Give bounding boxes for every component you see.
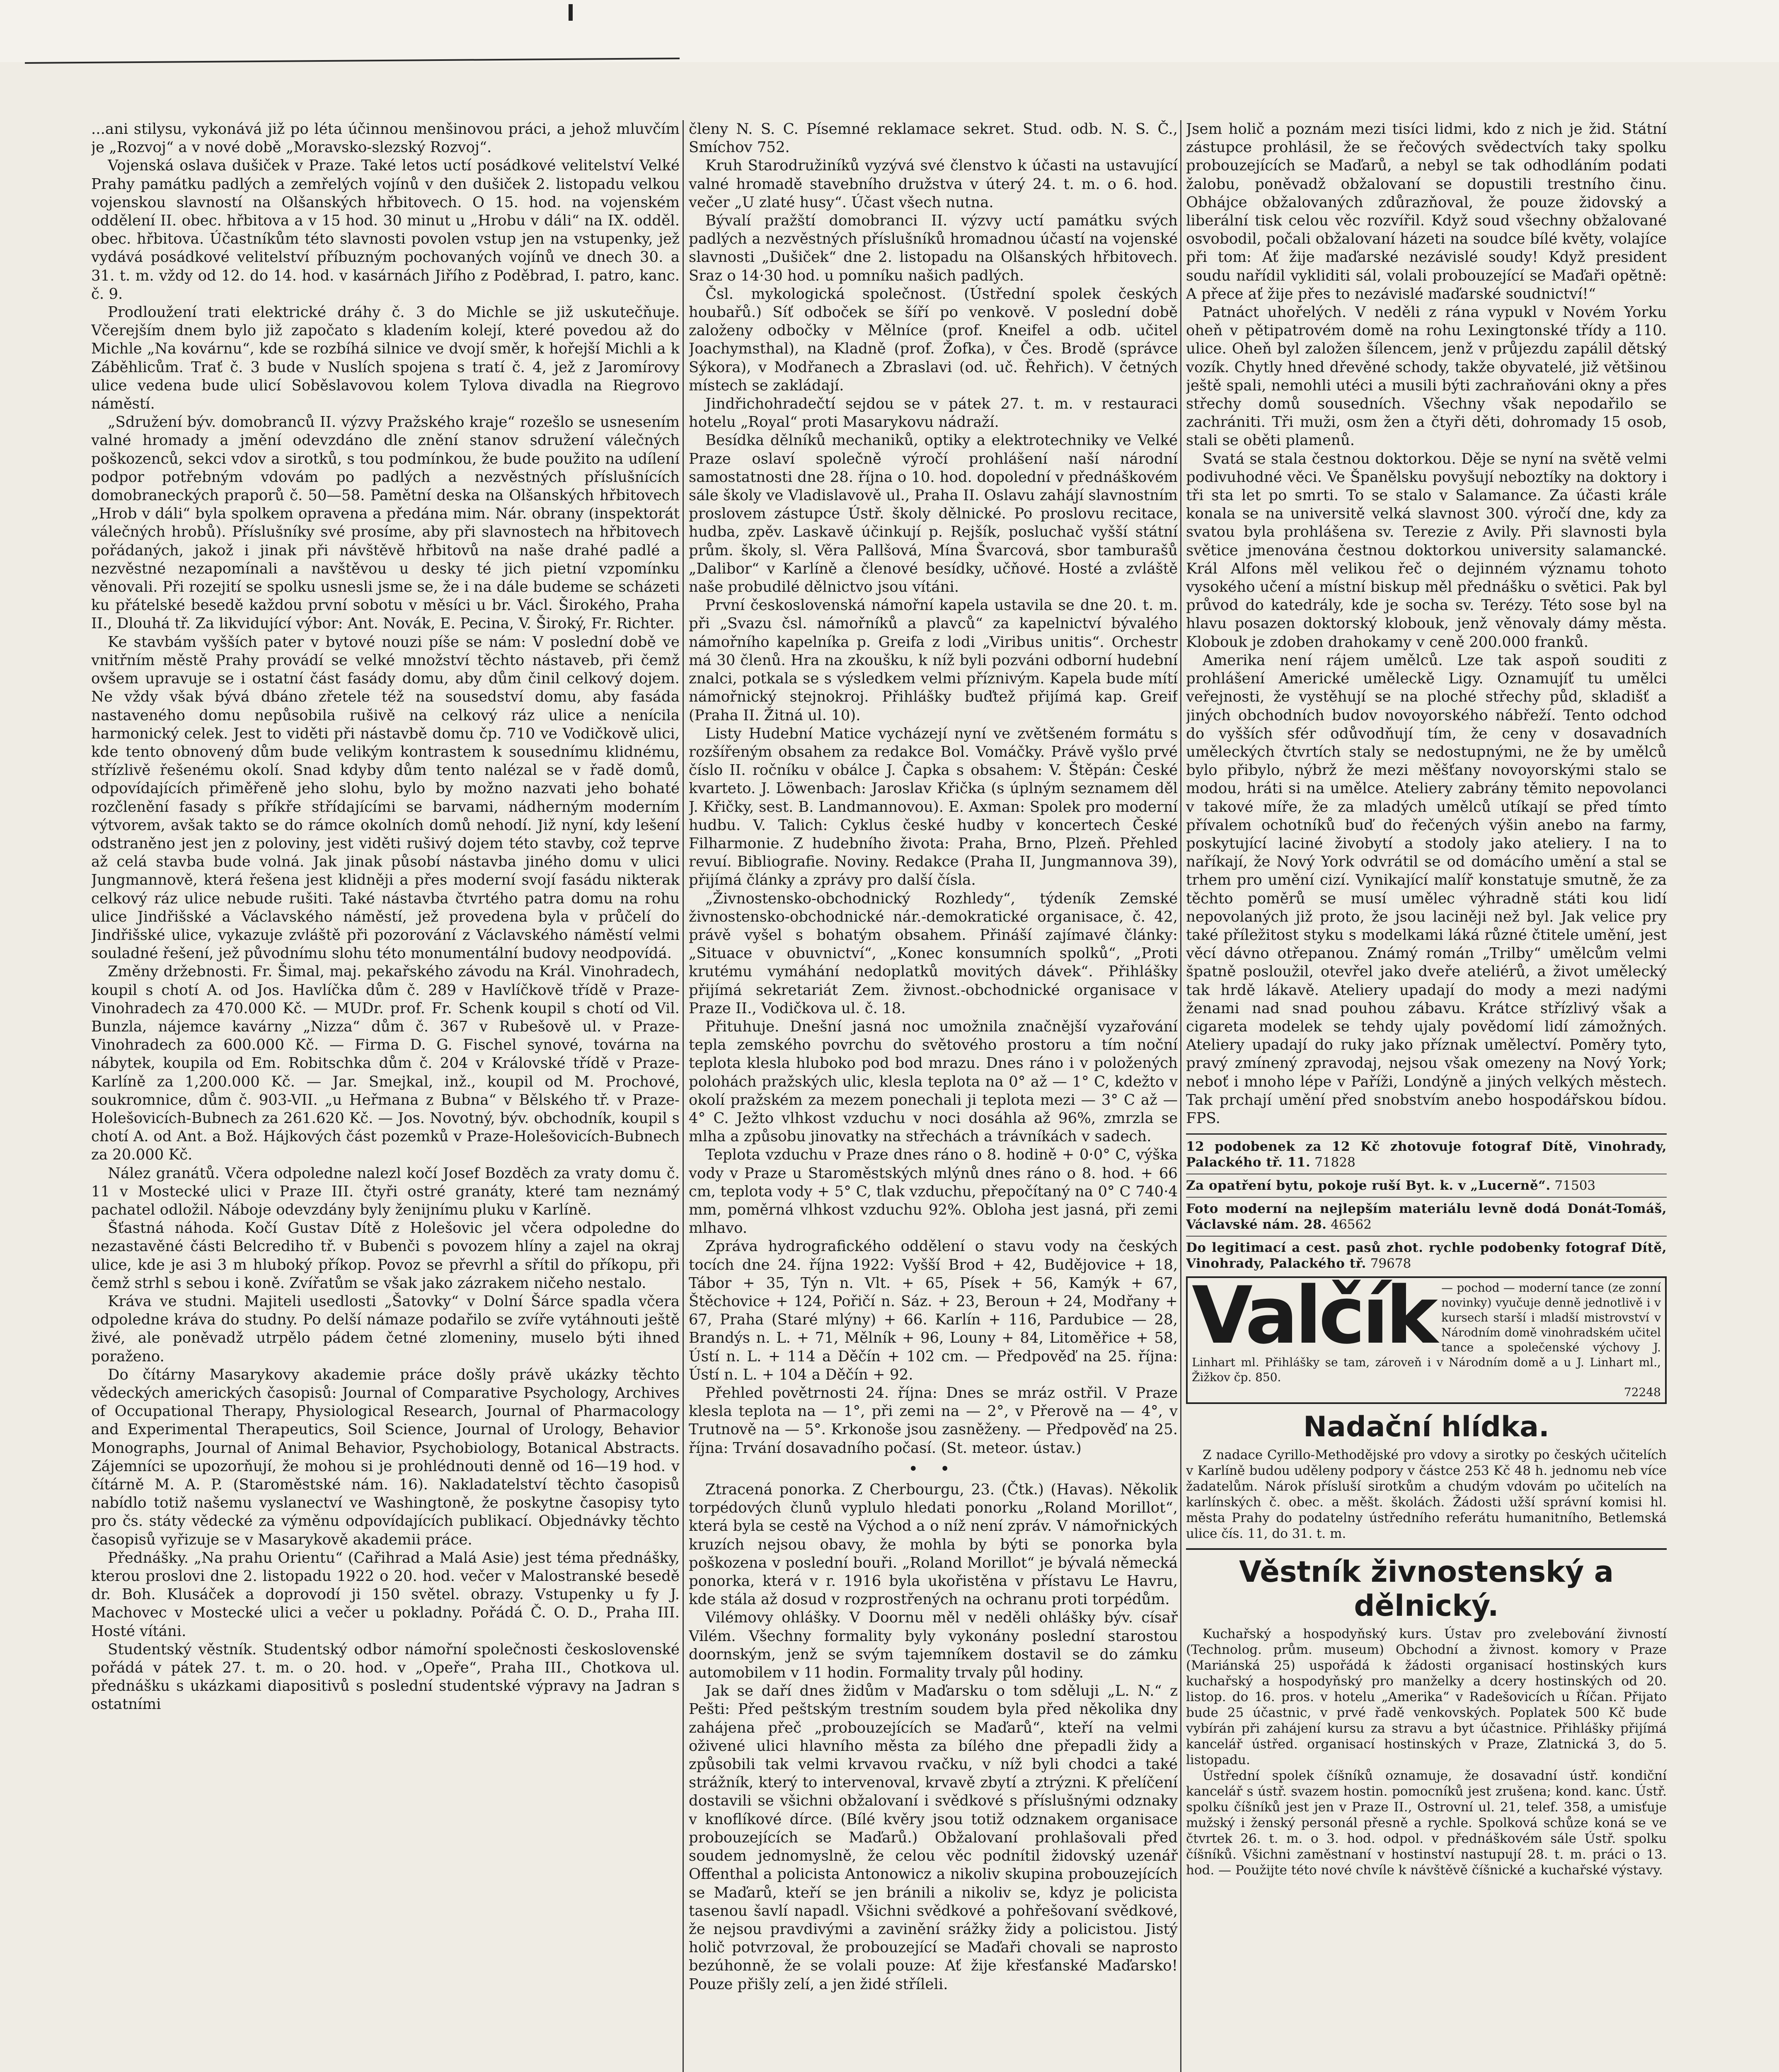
article-madarsko-continued: Jsem holič a poznám mezi tisíci lidmi, kdo z nich je žid. Státní zástupce prohlásil, že se řečových svědectvích taky spolku probouzejících se Maďarů, a nebyl se tak odhodláním podati žalobu, poněvadž obžalovaní se dopustili trestního činu. Obhájce obžalovaných zdůrazňoval, že pouze židovský a liberální tisk celou věc rozvířil. Když soud všechny obžalované osvobodil, počali obžalovaní házeti na soudce bílé květy, volajíce při tom: Ať žije maďarské nezávislé soudy! Když president soudu nařídil vykliditi sál, volali probouzející se Maďaři opětně: A přece ať žije přes to nezávislé maďarské soudnictví!“ [1186, 121, 1667, 303]
nadacni-hlidka-heading: Nadační hlídka. [1303, 1411, 1549, 1444]
ad-valcik-box [1186, 1270, 1667, 1404]
article-nalez-granatu: Nález granátů. Včera odpoledne nalezl kočí Josef Bozděch za vraty domu č. 11 v Mostecké ulici v Praze III. čtyři ostré granáty, které tam neznámý pachatel odložil. Náboje odevzdány byly ženijnímu pluku v Karlíně. [91, 1164, 680, 1218]
article-namorni-kapela: První československá námořní kapela ustavila se dne 20. t. m. při „Svazu čsl. námořníků a plavců“ za kapelnictví bývalého námořního kapelníka p. Greifa z lodi „Viribus unitis“. Orchestr má 30 členů. Hra na zkoušku, k níž byli pozváni odborní hudební znalci, potkala se s výsledkem velmi příznivým. Kapela bude mítí námořnický stejnokroj. Přihlášky buďtež přijímá kap. Greif (Praha II. Žitná ul. 10). [689, 597, 1178, 724]
article-citarna-akademie: Do čítárny Masarykovy akademie práce došly právě ukázky těchto vědeckých amerických časopisů: Journal of Comparative Psychology, Archives of Occupational Therapy, Physiological Research, Journal of Pharmacology and Experimental Therapeutics, Soil Science, Journal of Urology, Behavior Monographs, Journal of Animal Behavior, Psychobiology, Botanical Abstracts. Zájemníci se upozorňují, že mohou si je prohlédnouti denně od 16—19 hod. v čítárně M. A. P. (Staroměstské nám. 16). Nakladatelství těchto časopisů nabídlo totiž našemu vyslanectví ve Washingtoně, že poskytne časopisy tyto pro čs. státy vědecké za výměnu odpovídajících publikací. Objednávky těchto časopisů vyřizuje se v Masarykově akademii práce. [91, 1366, 680, 1548]
article-teplota-vzduchu: Teplota vzduchu v Praze dnes ráno o 8. hodině + 0·0° C, výška vody v Praze u Staroměstských mlýnů dnes ráno o 8. hod. + 66 cm, teplota vody + 5° C, tlak vzduchu, přepočítaný na 0° C 740·4 mm, poměrná vlhkost vzduchu 92%. Obloha jest jasná, při zemi mlhavo. [689, 1146, 1178, 1237]
article-hydrograficka-zprava: Zpráva hydrografického oddělení o stavu vody na českých tocích dne 24. října 1922: Vyšší Brod + 42, Budějovice + 18, Tábor + 35, Týn n. Vlt. + 65, Písek + 56, Kamýk + 67, Štěchovice + 124, Pořičí n. Sáz. + 23, Beroun + 24, Modřany + 67, Praha (Staré mlýny) + 66. Karlín + 116, Pardubice — 28, Brandýs n. L. + 71, Mělník + 96, Louny + 84, Litoměřice + 58, Ústí n. L. + 114 a Děčín + 102 cm. — Předpověď na 25. října: Ústí n. L. + 104 a Děčín + 92. [689, 1238, 1178, 1383]
article-zivnostenske-rozhledy: „Živnostensko-obchodnický Rozhledy“, týdeník Zemské živnostensko-obchodnické nár.-demokratické organisace, č. 42, právě vyšel s bohatým obsahem. Přináší zajímavé články: „Situace v obuvnictví“, „Konec konsumních spolků“, „Proti krutému vymáhání nedoplatků movitých dávek“. Přihlášky přijímá sekretariát Zem. živnost.-obchodnické organisace v Praze II., Vodičkova ul. č. 18. [689, 890, 1178, 1017]
article-stastna-nahoda: Šťastná náhoda. Kočí Gustav Dítě z Holešovic jel včera odpoledne do nezastavěné části Belcrediho tř. v Bubenči s povozem hlíny a zajel na okraj ulice, kde je asi 3 m hluboký příkop. Povoz se převrhl a sřítil do příkopu, při čemž strhl s sebou i koně. Zvířatům se však jako zázrakem ničeho nestalo. [91, 1220, 680, 1292]
article-besidka-delniku: Besídka dělníků mechaniků, optiky a elektrotechniky ve Velké Praze oslaví společně výročí prohlášení naší národní samostatnosti dne 28. října o 10. hod. dopolední v přednáškovém sále školy ve Vladislavově ul., Praha II. Oslavu zahájí slavnostním proslovem zástupce Ústř. školy dělnické. Po proslovu recitace, hudba, zpěv. Laskavě účinkují p. Rejšík, posluchač vyšší státní prům. školy, sl. Věra Pallšová, Mína Švarcová, sbor tamburašů „Dalibor“ v Karlíně a členové besídky, učňové. Hosté a zvláště naše probudilé dělnictvo jsou vítáni. [689, 432, 1178, 596]
column-3 [1186, 120, 1667, 2072]
article-amerika-umelci: Amerika není rájem umělců. Lze tak aspoň souditi z prohlášení Americké uměleckě Ligy. Oznamujíť tu umělci veřejnosti, že vystěhují se na ploché střechy půd, skladišť a jiných obchodních budov novoyorského nábřeží. Tento odchod do vyšších sfér odůvodňují tím, že ceny v dosavadních uměleckých čtvrtích staly se nedostupnými, ne že by umělců bylo přibylo, nýbrž že mezi měšťany novoyorskými stalo se modou, hráti si na umělce. Ateliery zabrány těmito nepovolanci v takové míře, že za mladých umělců utíkají se před tímto přívalem ochotníků buď do řečených výšin anebo na farmy, poskytující laciné živobytí a stodoly jako ateliery. I na to naříkají, že Nový York odvrátil se od domácího umění a stal se trhem pro umění cizí. Vynikající malíř konstatuje smutně, že za těchto poměrů se musí umělec výhradně státi kou lidí nepovolaných již proto, že jsou laciněji než byl. Jak velice pry také příležitost styku s modelkami láká různé čtitele umění, jest věcí dávno otřepanou. Známý román „Trilby“ umělcům velmi špatně posloužil, otevřel jako dveře ateliérů, a život umělecký tak hrdě lákavě. Ateliery upadají do mody a mezi nadými ženami nad snad pouhou zábavu. Krátce střízlivý však a cigareta modelek se tehdy ujaly povědomí lidí zámožných. Ateliery upadají do ruky jako příznak umělectví. Poměry tyto, pravý zmínený zpravodaj, nejsou však omezeny na Nový York; neboť i mnoho lépe v Paříži, Londýně a jiných velkých městech. Tak prchají umění před snobstvím anebo hospodářskou bídou. FPS. [1186, 651, 1667, 1127]
article-vojenska-oslava: Vojenská oslava dušiček v Praze. Také letos uctí posádkové velitelství Velké Prahy památku padlých a zemřelých vojínů v den dušiček 2. listopadu velkou vojenskou slavností na Olšanských hřbitovech. O 15. hod. na vojenském oddělení II. obec. hřbitova a v 15 hod. 30 minut u „Hrobu v dáli“ na IX. odděl. obec. hřbitova. Účastníkům této slavnosti povolen vstup jen na vstupenky, jež vydává posádkové velitelství příbuzným pochovaných vojínů ve dnech 30. a 31. t. m. vždy od 12. do 14. hod. v kasárnách Jiřího z Poděbrad, I. patro, kanc. č. 9. [91, 157, 680, 303]
article-byvali-domobranci: Bývalí pražští domobranci II. výzvy uctí památku svých padlých a nezvěstných příslušníků hromadnou účastí na vojenské slavnosti „Dušiček“ dne 2. listopadu na Olšanských hřbitovech. Sraz o 14·30 hod. u pomníku našich padlých. [689, 212, 1178, 284]
article-svata-doktorka: Svatá se stala čestnou doktorkou. Děje se nyní na světě velmi podivuhodné věci. Ve Španělsku povyšují neboztíky na doktory i tři sta let po smrti. To se stalo v Salamance. Za účasti krále konala se na universitě velká slavnost 300. výročí dne, kdy za svatou byla prohlášena sv. Terezie z Avily. Při slavnosti byla světice jmenována čestnou doktorkou university salamancké. Král Alfons měl velikou řeč o dejinném významu tohoto vysokého učení a místní biskup měl přednášku o světici. Pak byl průvod do katedrály, kde je socha sv. Terézy. Této sose byl na hlavu posazen doktorský klobouk, jenž věnovaly dámy města. Klobouk je zdoben drahokamy v ceně 200.000 franků. [1186, 450, 1667, 651]
article-trat-michle: Prodloužení trati elektrické dráhy č. 3 do Michle se již uskutečňuje. Včerejším dnem bylo již započato s kladením kolejí, které povedou až do Michle „Na kovárnu“, kde se rozbíhá silnice ve dvojí směr, k hořejší Michli a k Záběhlicům. Trať č. 3 bude v Nuslích spojena s tratí č. 4, jež z Jaromírovy ulice vedena bude ulicí Soběslavovou kolem Tylova divadla na Riegrovo náměstí. [91, 304, 680, 413]
ad-foto-moderni-text: Foto moderní na nejlepším materiálu levně dodá Donát-Tomáš, Václavské nám. 28. [1186, 1201, 1667, 1232]
column-2 [689, 120, 1178, 2072]
article-ztracena-ponorka: Ztracená ponorka. Z Cherbourgu, 23. (Čtk.) (Havas). Několik torpédových člunů vyplulo hledati ponorku „Roland Morillot“, která byla se cestě na Východ a o níž není zpráv. V námořnických kruzích nejsou obavy, že mohla by býti se ponorka byla poškozena v poslední bouři. „Roland Morillot“ je bývalá německá ponorka, která v r. 1916 byla ukořistěna v přístavu Le Havru, kde stála až dosud v rozprostřených na ochranu proti torpédům. [689, 1481, 1178, 1608]
article-zmeny-drzebnosti: Změny držebnosti. Fr. Šimal, maj. pekařského závodu na Král. Vinohradech, koupil s chotí A. od Jos. Havlíčka dům č. 289 v Havlíčkově třídě v Praze-Vinohradech za 470.000 Kč. — MUDr. prof. Fr. Schenk koupil s chotí od Vil. Bunzla, nájemce kavárny „Nizza“ dům č. 367 v Rubešově ul. v Praze-Vinohradech za 600.000 Kč. — Firma D. G. Fischel synové, továrna na nábytek, koupila od Em. Robitschka dům č. 204 v Královské třídě v Praze-Karlíně za 1,200.000 Kč. — Jar. Smejkal, inž., koupil od M. Prochové, soukromnice, dům č. 903-VII. „u Heřmana z Bubna“ v Bělského tř. v Praze-Holešovicích-Bubnech za 261.620 Kč. — Jos. Novotný, býv. obchodník, koupil s chotí A. od Ant. a Bož. Hájkových část pozemků v Praze-Holešovicích-Bubnech za 20.000 Kč. [91, 963, 680, 1164]
ad-rule-2 [1186, 1197, 1667, 1198]
ad-valcik-code: 72248 [1624, 1385, 1661, 1399]
article-jindrichohradecti: Jindřichohradečtí sejdou se v pátek 27. t. m. v restauraci hotelu „Royal“ proti Masarykovu nádraží. [689, 395, 1178, 431]
article-mykologicka-spolecnost: Čsl. mykologická společnost. (Ústřední spolek českých houbařů.) Síť odboček se šíří po venkově. V poslední době založeny odbočky v Mělníce (prof. Kneifel a odb. učitel Joachymsthal), na Kladně (prof. Žofka), v Čes. Brodě (správce Sýkora), v Modřanech a Zbraslavi (od. uč. Řehřich). V četných místech se zakládají. [689, 285, 1178, 394]
binding-mark [569, 4, 573, 21]
ad-foto-moderni [1186, 1201, 1667, 1232]
vestnik-item-kucharsky-kurs: Kuchařský a hospodyňský kurs. Ústav pro zvelebování živností (Technolog. prům. museum) Obchodní a živnost. komory v Praze (Mariánská 25) uspořádá k žádosti organisací hostinských kurs kuchařský a hospodyňský pro manželky a dcery hostinských od 20. listop. do 16. pros. v hotelu „Amerika“ v Radešovicích u Říčan. Přijato bude 25 účastnic, v prvé řadě venkovských. Poplatek 500 Kč bude vybírán při zahájení kursu za stravu a byt účastnice. Přihlášky přijímá kancelář ústřed. organisací hostinských v Praze, Zlatnická 3, do 5. listopadu. [1186, 1627, 1667, 1768]
ad-opatreni-bytu-text: Za opatření bytu, pokoje ruší Byt. k. v „Lucerně“. [1186, 1178, 1551, 1193]
ad-legitimace [1186, 1240, 1667, 1271]
article-krava-ve-studni: Kráva ve studni. Majiteli usedlosti „Šatovky“ v Dolní Šárce spadla včera odpoledne kráva do studny. Po delší námaze podařilo se zvíře vytáhnouti ještě živé, ale poněvadž utrpělo pádem četné zlomeniny, muselo býti ihned poraženo. [91, 1293, 680, 1365]
column-rule-1 [683, 120, 684, 2072]
article-listy-hudebni-matice: Listy Hudební Matice vycházejí nyní ve zvětšeném formátu s rozšířeným obsahem za redakce Bol. Vomáčky. Právě vyšlo prvé číslo II. ročníku v obálce J. Čapka s obsahem: V. Štěpán: České kvarteto. J. Löwenbach: Jaroslav Křička (s úplným seznamem děl J. Křičky, sest. B. Landmannovou). E. Axman: Spolek pro moderní hudbu. V. Talich: Cyklus české hudby v koncertech České Filharmonie. Z hudebního života: Praha, Brno, Plzeň. Přehled revuí. Bibliografie. Noviny. Redakce (Praha II, Jungmannova 39), přijímá články a zprávy pro další čísla. [689, 725, 1178, 889]
article-stavby-pater: Ke stavbám vyšších pater v bytové nouzi píše se nám: V poslední době ve vnitřním městě Prahy provádí se velké množství těchto nástaveb, při čemž ovšem upravuje se i ostatní část fasády domu, aby dům činil celkový dojem. Ne vždy však bývá dbáno zřetele též na sousedství domu, aby fasáda nastaveného domu nepůsobila rušivě na celkový ráz ulice a nenícila harmonický celek. Jest to viděti při nástavbě domu čp. 710 ve Vodičkově ulici, kde tento obnovený dům bude velikým kontrastem k sousednímu klidnému, střízlivě řešenému okolí. Snad kdyby dům tento nalézal se v řadě domů, odpovídajících přiměřeně jeho slohu, bylo by možno nazvati jeho bohaté rozčlenění fasady s příkře střídajícími se barvami, nádherným moderním výtvorem, avšak takto se do rámce okolních domů nehodí. Již nyní, kdy lešení odstraněno jest jen z poloviny, jest viděti rušivý dojem této stavby, což teprve až celá stavba bude volná. Jak jinak působí nástavba jiného domu v ulici Jungmannově, která řešena jest klidněji a přes moderní svojí fasádu nikterak celkový ráz ulice nebude rušiti. Také nástavba čtvrtého patra domu na rohu ulice Jindřišské a Václavského náměstí, jež provedena byla v průčelí do Jindřišské ulice, vykazuje zvláště při pozorování z Václavského náměstí velmi souladné řešení, jež původnímu slohu této monumentální budovy neodpovídá. [91, 633, 680, 962]
vestnik-item-spolek-cisniku: Ústřední spolek číšníků oznamuje, že dosavadní ústř. kondiční kancelář s ústř. svazem hostin. pomocníků jest zrušena; kond. kanc. Ústř. spolku číšníků jest jen v Praze II., Ostrovní ul. 21, telef. 358, a umisťuje mužský i ženský personál přesně a rychle. Spolková schůze koná se ve čtvrtek 26. t. m. o 3. hod. odpol. v přednáškovém sále Ústř. spolku číšníků. Všichni zaměstnaní v hostinství nastupují 28. t. m. práci o 13. hod. — Použijte této nové chvíle k návštěvě číšnické a kuchařské výstavy. [1186, 1768, 1667, 1878]
article-vilemovy-ohlasky: Vilémovy ohlášky. V Doornu měl v neděli ohlášky býv. císař Vilém. Všechny formality byly vykonány poslední starostou doornským, jenž se svým tajemníkem dostavil se do zámku automobilem v 11 hodin. Formality trvaly půl hodiny. [689, 1609, 1178, 1682]
ad-valcik-title: Valčík [1192, 1270, 1435, 1362]
article-prehled-povetrnosti: Přehled povětrnosti 24. října: Dnes se mráz ostřil. V Praze klesla teplota na — 1°, při zemi na — 2°, v Přerově na — 4°, v Trutnově na — 5°. Krkonoše jsou zasněženy. — Předpověď na 25. října: Trvání dosavadního počasí. (St. meteor. ústav.) [689, 1385, 1178, 1457]
column-1 [91, 120, 680, 2072]
article-prituhuje: Přituhuje. Dnešní jasná noc umožnila značnější vyzařování tepla zemského povrchu do světového prostoru a tím noční teplota klesla hluboko pod bod mrazu. Dnes ráno i v položených polohách pražských ulic, klesla teplota na 0° až — 1° C, kdežto v okolí pražském za mezem ponechali ji teplota mezi — 3° C až — 4° C. Ježto vlhkost vzduchu v noci dosáhla až 96%, zmrzla se mlha a způsobu jinovatky na střechách a trávníkách v sadech. [689, 1018, 1178, 1145]
article-sdruzeni-domobrancu: „Sdružení býv. domobranců II. výzvy Pražského kraje“ rozešlo se usnesením valné hromady a jmění odevzdáno dle znění stanov sdružení válečných poškozenců, sekci vdov a sirotků, s tou podmínkou, že bude použito na udílení podpor potřebným vdovám po padlých a nezvěstných příslušnících domobraneckých praporů č. 50—58. Pamětní deska na Olšanských hřbitovech „Hrob v dáli“ byla spolkem opravena a předána mim. Nár. obrany (inspektorát válečných hrobů). Příslušníky své prosíme, aby při slavnostech na hřbitovech pořádaných, jakož i jinak při návštěvě hřbitovů na naše drahé padlé a nezvěstné nezapomínali a navštěvou u desky té jich pietní vzpomínku věnovali. Při rozejití se spolku usnesli jsme se, že i na dále budeme se scházeti ku přátelské besedě každou první sobotu v měsíci u br. Václ. Širokého, Praha II., Dlouhá tř. Za likvidující výbor: Ant. Novák, E. Pecina, V. Široký, Fr. Richter. [91, 414, 680, 632]
article-studentsky-vestnik: Studentský věstník. Studentský odbor námořní společnosti československé pořádá v pátek 27. t. m. o 20. hod. v „Opeře“, Praha III., Chotkova ul. přednášku s ukázkami diapositivů s poslední studentské výpravy na Jadran s ostatními [91, 1641, 680, 1713]
ad-foto-moderni-code: 46562 [1331, 1217, 1372, 1232]
ad-podobenky-text: 12 podobenek za 12 Kč zhotovuje fotograf Dítě, Vinohrady, Palackého tř. 11. [1186, 1139, 1667, 1170]
nadacni-hlidka-body: Z nadace Cyrillo-Methodějské pro vdovy a sirotky po českých učitelích v Karlíně budou uděleny podpory v částce 253 Kč 48 h. jednomu neb více žadatelům. Nárok přísluší sirotkům a chudým vdovám po učitelích na karlínských č. obec. a měšt. školách. Žádosti užší správní komisi hl. města Prahy do podatelny ústředního referátu humanitního, Betlemská ulice čís. 11, do 31. t. m. [1186, 1447, 1667, 1542]
article-zide-v-madarsku: Jak se daří dnes židům v Maďarsku o tom sděluji „L. N.“ z Pešti: Před peštským trestním soudem byla před několika dny zahájena přeč „probouzejících se Maďarů“, kteří na velmi oživené ulici hlavního města za bílého dne přepadli židy a způsobili tak velmi krvavou rvačku, v níž byli chodci a také strážník, který to intervenoval, krvavě zbytí a ztrýzni. K přelíčení dostavili se všichni obžalovaní i svědkové s příslušnými odznaky v knoflíkové dírce. (Bílé kvěry jsou totiž odznakem organisace probouzejících se Maďarů.) Obžalovaní prohlašovali před soudem jednomyslně, že celou věc podnítil židovský uzenář Offenthal a policista Antonowicz a nikoliv skupina probouzejících se Maďarů, kteří se jen bránili a nikoliv se, kdyz je policista tasenou šavlí napadl. Všichni svědkové a pohřešovaní svědkové, že nejsou pravdivými a zavinění srážky židy a policistou. Jistý holič potvrzoval, že probouzející se Maďaři chovali se naprosto bezúhonně, že se volali pouze: Ať žije křesťanské Maďarsko! Pouze přišly zelí, a jen židé stříleli. [689, 1682, 1178, 1993]
column-rule-2 [1180, 120, 1181, 2072]
ad-legitimace-text: Do legitimací a cest. pasů zhot. rychle podobenky fotograf Dítě, Vinohrady, Palackého tř. [1186, 1240, 1667, 1271]
article-kruh-starodruziniku: Kruh Starodružiníků vyzývá své členstvo k účasti na ustavující valné hromadě stavebního družstva v úterý 24. t. m. o 6. hod. večer „U zlaté husy“. Účast všech nutna. [689, 157, 1178, 211]
ad-podobenky-code: 71828 [1314, 1155, 1355, 1170]
article-rozvoj-end: ...ani stilysu, vykonává již po léta účinnou menšinovou práci, a jehož mluvčím je „Rozvoj“ a v nové době „Moravsko-slezský Rozvoj“. [91, 121, 680, 156]
ad-opatreni-bytu [1186, 1178, 1667, 1193]
article-patnact-uhorelych: Patnáct uhořelých. V neděli z rána vypukl v Novém Yorku oheň v pětipatrovém domě na rohu Lexingtonské třídy a 110. ulice. Oheň byl založen šílencem, jenž v průjezdu zapálil dětský vozík. Chytly hned dřevěné schody, takže obyvatelé, již většinou ještě spali, nemohli utéci a musili býti zachraňováni okny a přes střechy domů sousedních. Všechny však nepodařilo se zachrániti. Tři muži, osm žen a čtyři děti, dohromady 15 osob, stali se oběti plamenů. [1186, 304, 1667, 449]
ad-legitimace-code: 79678 [1370, 1256, 1411, 1271]
article-nsc-end: členy N. S. C. Písemné reklamace sekret. Stud. odb. N. S. Č., Smíchov 752. [689, 121, 1178, 156]
ad-opatreni-bytu-code: 71503 [1554, 1178, 1596, 1193]
vestnik-heading: Věstník živnostenský a dělnický. [1186, 1548, 1667, 1623]
article-prednasky: Přednášky. „Na prahu Orientu“ (Cařihrad a Malá Asie) jest téma přednášky, kterou proslovi dne 2. listopadu 1922 o 20. hod. večer v Malostranské besedě dr. Boh. Klusáček a doprovodí ji 150 světel. obrazy. Vstupenky u fy J. Machovec v Mostecké ulici a večer u pokladny. Pořádá Č. O. D., Praha III. Hosté vítáni. [91, 1549, 680, 1640]
ad-podobenky [1186, 1139, 1667, 1170]
ads-top-rule [1186, 1133, 1667, 1135]
section-separator-stars: • • [908, 1459, 958, 1479]
page-top-margin [0, 0, 1779, 62]
ad-rule-3 [1186, 1236, 1667, 1237]
ad-valcik-text: — pochod — moderní tance (ze zonní novinky) vyučuje denně jednotlivě i v kursech starší i mladší mistrovství v Národním domě vinohradském učitel tance a společenské výchovy J. Linhart ml. Přihlášky se tam, zároveň i v Národním domě a u J. Linhart ml., Žižkov čp. 850. [1192, 1281, 1661, 1385]
